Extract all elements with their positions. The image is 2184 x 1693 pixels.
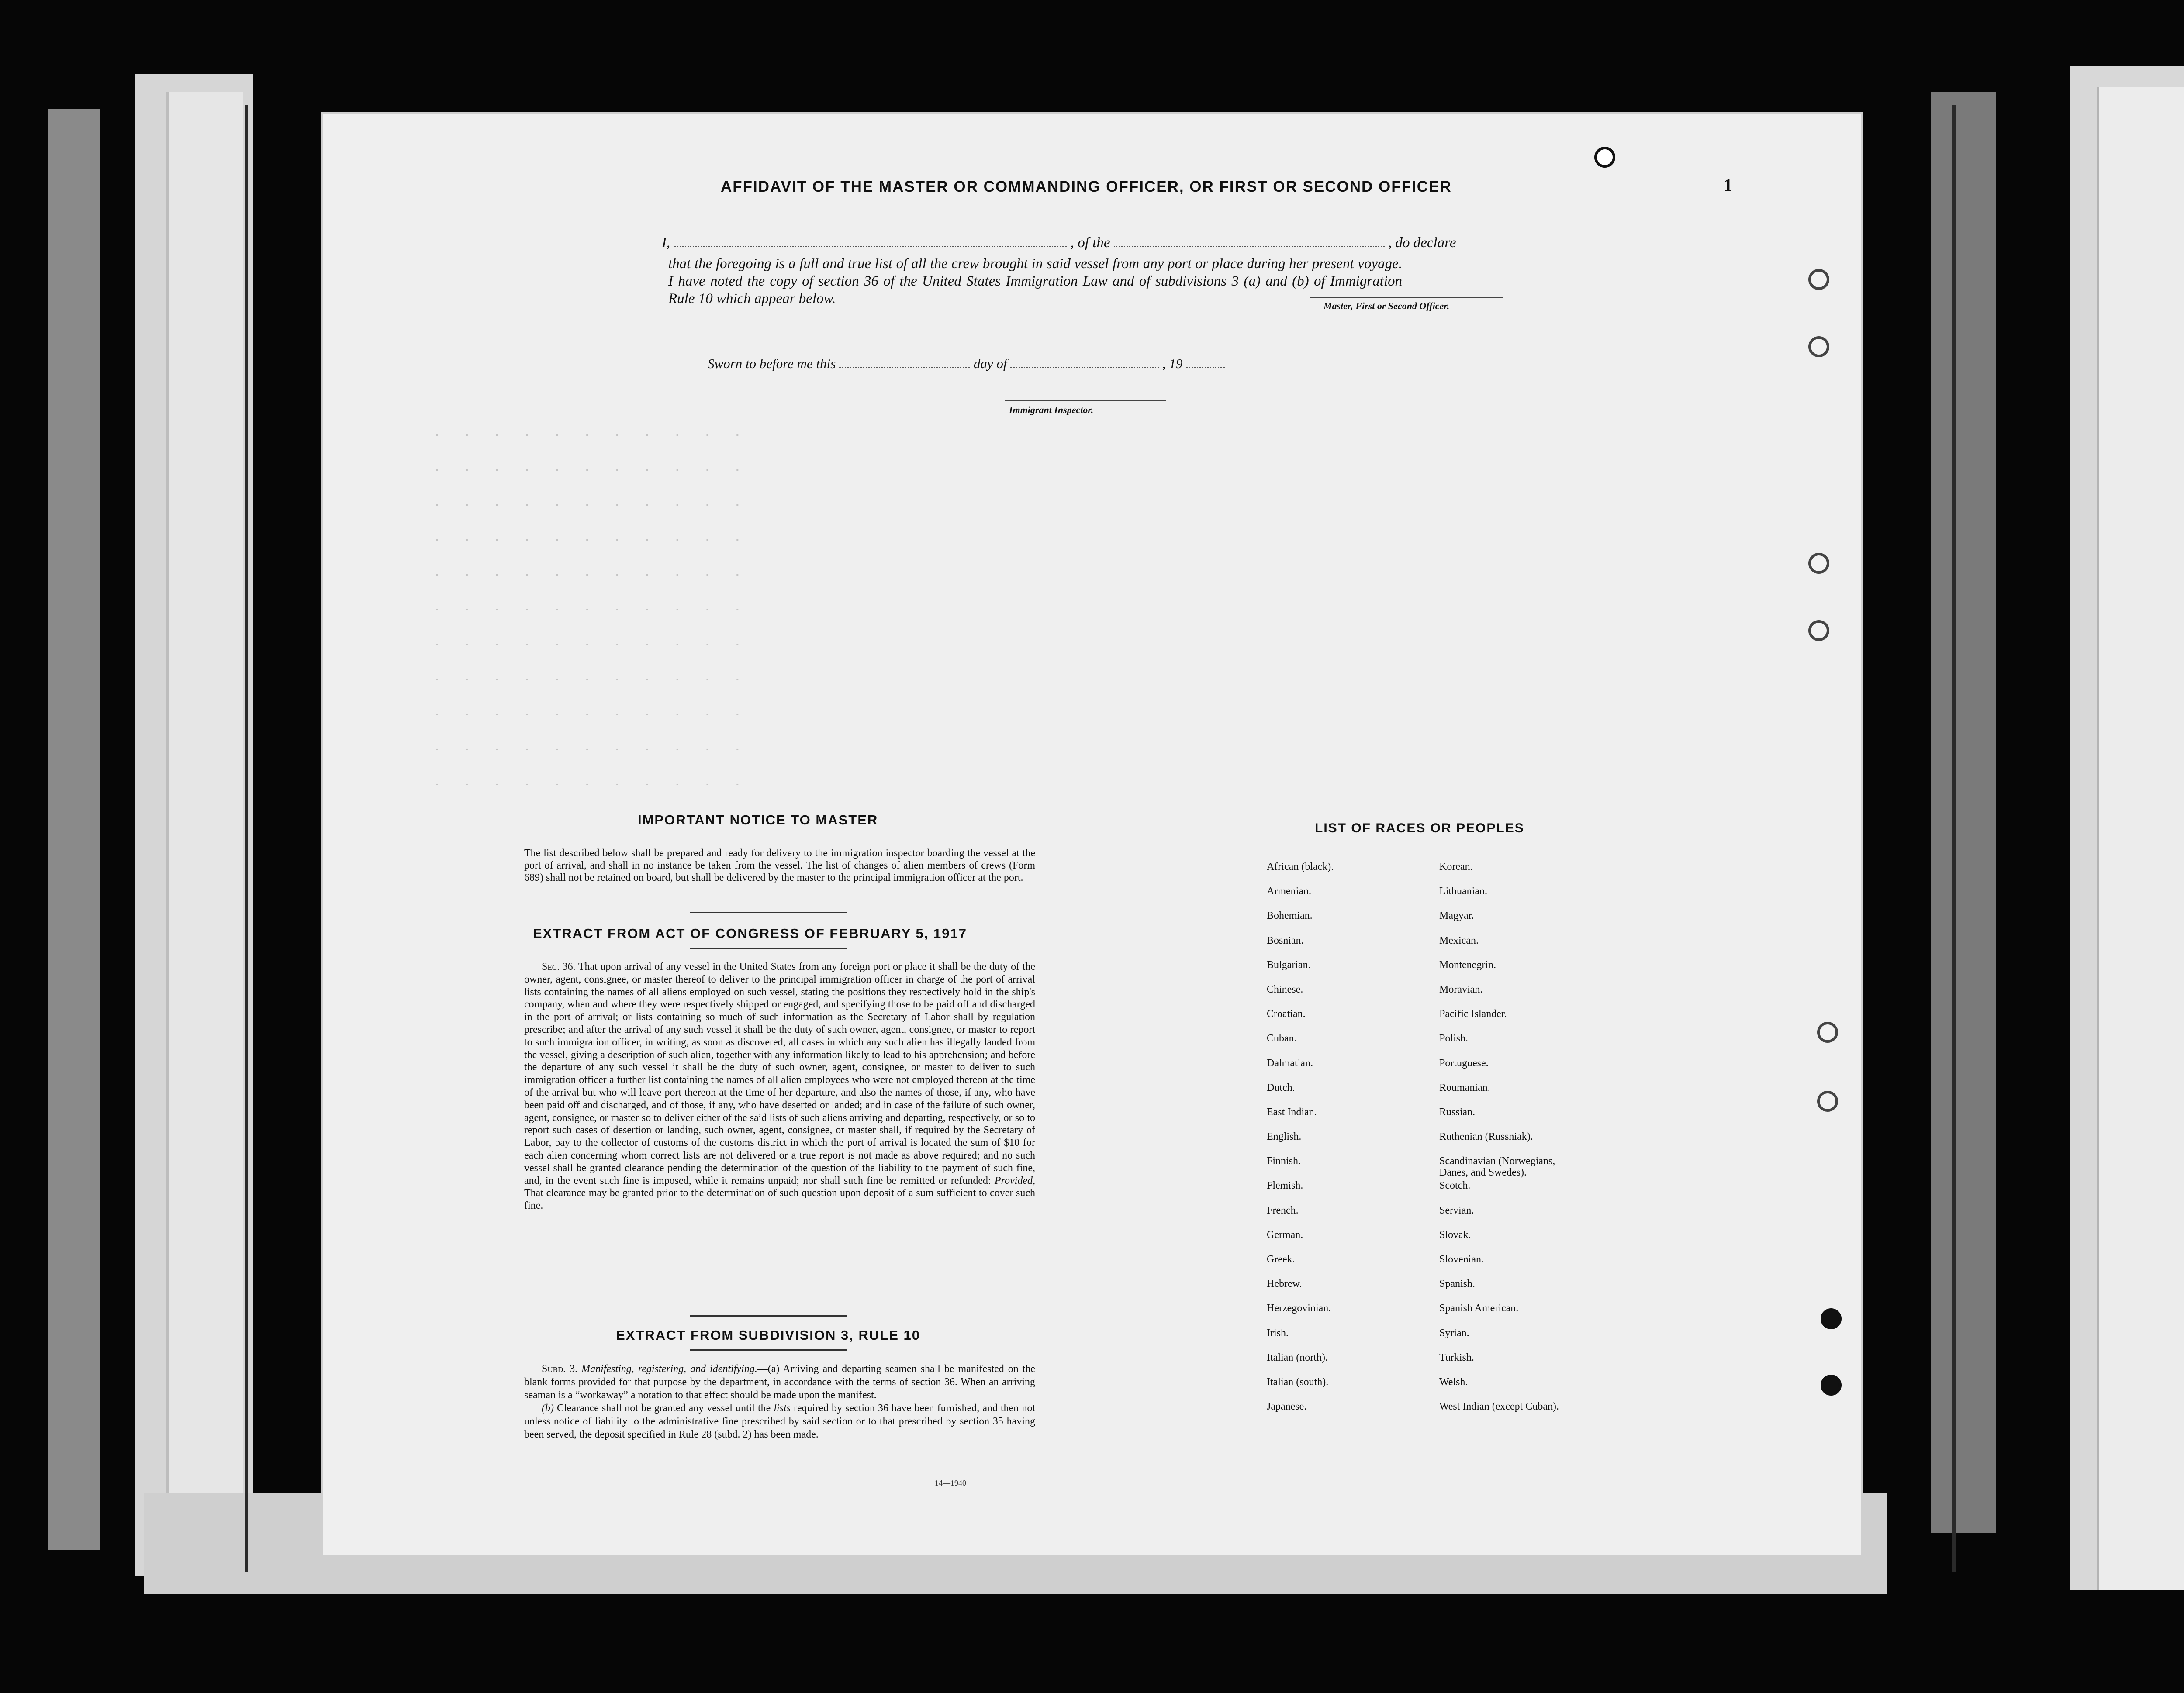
rule-paragraph-a xyxy=(524,1362,1035,1402)
left-page-edge xyxy=(166,92,243,1568)
sworn-day-of: day of xyxy=(973,356,1007,371)
race-item: Scandinavian (Norwegians, Danes, and Swedes). xyxy=(1439,1155,1555,1179)
race-item: Roumanian. xyxy=(1439,1082,1490,1093)
left-binding-line xyxy=(245,105,248,1572)
act-extract-body xyxy=(524,961,1035,1212)
race-item: Portuguese. xyxy=(1439,1057,1489,1069)
vessel-blank[interactable] xyxy=(1114,246,1385,247)
notice-title: IMPORTANT NOTICE TO MASTER xyxy=(638,812,878,828)
act-section-lead: Sec. 36. xyxy=(542,961,576,972)
punch-hole-icon xyxy=(1594,147,1615,168)
page-number: 1 xyxy=(1724,175,1732,195)
rule-extract-body xyxy=(524,1362,1035,1441)
punch-hole-icon xyxy=(1817,1022,1838,1043)
race-item: Slovak. xyxy=(1439,1229,1471,1241)
punch-hole-icon xyxy=(1808,620,1829,641)
race-item: Servian. xyxy=(1439,1204,1474,1216)
divider-rule xyxy=(690,912,847,913)
inspector-signature-label: Immigrant Inspector. xyxy=(1009,404,1094,415)
divider-rule xyxy=(690,1349,847,1351)
bleed-through-row xyxy=(432,672,1821,680)
race-item: Irish. xyxy=(1267,1327,1289,1339)
act-section-tail: That clearance may be granted prior to the determination of such question upon deposit of a sum sufficient to cover such fine. xyxy=(524,1187,1035,1212)
race-item: German. xyxy=(1267,1229,1303,1241)
affidavit-title: AFFIDAVIT OF THE MASTER OR COMMANDING OFFICER, OR FIRST OR SECOND OFFICER xyxy=(721,178,1452,195)
race-item: Lithuanian. xyxy=(1439,886,1487,897)
bleed-through-row xyxy=(432,463,1821,471)
race-item: Scotch. xyxy=(1439,1180,1471,1192)
race-item: Mexican. xyxy=(1439,934,1479,946)
inspector-signature-line[interactable] xyxy=(1005,400,1166,401)
race-item: Ruthenian (Russniak). xyxy=(1439,1131,1533,1143)
rule-subd-text: —(a) Arriving and departing seamen shall be manifested on the blank forms provided for that purpose by the department, in accordance with the terms of section 36. When an arriving seaman is a “workaway” a notation to that effect should be made upon the manifest. xyxy=(524,1363,1036,1401)
divider-rule xyxy=(690,1315,847,1317)
declaration-paragraph: that the foregoing is a full and true list of all the crew brought in said vessel from any port or place during her present voyage. I have noted the copy of section 36 of the United States Immigration Law and of subdivisions 3 (a) and (b) of Immigration Rule 10 which appear below. xyxy=(668,256,1402,307)
punch-hole-icon xyxy=(1821,1308,1842,1329)
race-item: Welsh. xyxy=(1439,1376,1468,1388)
races-column-1 xyxy=(1267,861,1433,1425)
master-signature-line[interactable] xyxy=(1310,297,1503,298)
name-blank[interactable] xyxy=(674,246,1067,247)
race-item: Cuban. xyxy=(1267,1033,1297,1045)
sworn-year-blank[interactable] xyxy=(1186,367,1225,368)
race-item: Herzegovinian. xyxy=(1267,1303,1331,1314)
master-signature-label: Master, First or Second Officer. xyxy=(1324,300,1450,311)
act-section-text: That upon arrival of any vessel in the United States from any foreign port or place it shall be the duty of the owner, agent, consignee, or master thereof to deliver to the principal immigration officer in charge of the port of arrival lists containing the names of all aliens employed on such vessel, stating the positions they respectively hold in the ship's company, when and where they were respectively shipped or engaged, and specifying those to be paid off and discharged in the port of arrival; or lists containing so much of such information as the Secretary of Labor shall by regulation prescribe; and after the arrival of any such vessel it shall be the duty of such owner, agent, consignee, or master to report to such immigration officer, in writing, as soon as discovered, all cases in which any such alien has illegally landed from the vessel, giving a description of such alien, together with any information likely to lead to his apprehension; and before the departure of any such vessel it shall be the duty of such owner, agent, consignee, or master to deliver to such immigration officer a further list containing the names of all alien employees who were not employed thereon at the time of the arrival but who will leave port thereon at the time of her departure, and also the names of those, if any, who have been paid off and discharged, and of those, if any, who have deserted or landed; and in case of the failure of such owner, agent, consignee, or master so to deliver either of the said lists of such aliens arriving and departing, respectively, or so to report such cases of desertion or landing, such owner, agent, consignee, or master shall, if required by the Secretary of Labor, pay to the collector of customs of the customs district in which the port of arrival is located the sum of $10 for each alien concerning whom correct lists are not delivered or a true report is not made as above required; and no such vessel shall be granted clearance pending the determination of the question of the liability to the payment of such fine, and, in the event such fine is imposed, while it remains unpaid; nor shall such fine be remitted or refunded: xyxy=(524,961,1035,1186)
race-item: Moravian. xyxy=(1439,983,1483,995)
punch-hole-icon xyxy=(1808,553,1829,574)
rule-b-lead: (b) xyxy=(542,1403,554,1414)
race-item: East Indian. xyxy=(1267,1106,1317,1118)
race-item: Hebrew. xyxy=(1267,1278,1302,1290)
race-item: Japanese. xyxy=(1267,1401,1307,1413)
declaration-declare-label: , do declare xyxy=(1388,235,1456,251)
races-column-2 xyxy=(1439,861,1605,1425)
bleed-through-row xyxy=(432,707,1821,715)
sworn-day-blank[interactable] xyxy=(839,367,970,368)
form-code: 14—1940 xyxy=(935,1479,966,1487)
sworn-month-blank[interactable] xyxy=(1010,367,1159,368)
bleed-through-row xyxy=(432,742,1821,750)
race-item: Korean. xyxy=(1439,861,1473,872)
race-item: Bulgarian. xyxy=(1267,959,1311,971)
race-item: Polish. xyxy=(1439,1033,1469,1045)
race-item: Syrian. xyxy=(1439,1327,1469,1339)
bleed-through-row xyxy=(432,777,1821,785)
bleed-through-row xyxy=(432,568,1821,576)
punch-hole-icon xyxy=(1817,1091,1838,1112)
race-item: Finnish. xyxy=(1267,1155,1301,1167)
race-item: Dutch. xyxy=(1267,1082,1295,1093)
race-item: African (black). xyxy=(1267,861,1334,872)
race-item: Italian (north). xyxy=(1267,1352,1328,1363)
race-item: Bohemian. xyxy=(1267,910,1313,922)
act-provided-word: Provided, xyxy=(994,1175,1035,1186)
race-item: Chinese. xyxy=(1267,983,1303,995)
race-item: Bosnian. xyxy=(1267,934,1304,946)
left-back-page xyxy=(48,109,100,1550)
race-item: Turkish. xyxy=(1439,1352,1474,1363)
declaration-of-the-label: , of the xyxy=(1070,235,1110,251)
race-item: Magyar. xyxy=(1439,910,1474,922)
rule-b-text-1: Clearance shall not be granted any vessel until the xyxy=(557,1403,771,1414)
race-item: West Indian (except Cuban). xyxy=(1439,1401,1559,1413)
rule-b-text-2: required by section 36 have been furnished, and then not unless notice of liability to the administrative fine prescribed by said section or to that prescribed by section 35 having been served, the deposit specified in Rule 28 (subd. 2) has been made. xyxy=(524,1403,1035,1440)
punch-hole-icon xyxy=(1821,1375,1842,1396)
race-item: Flemish. xyxy=(1267,1180,1303,1192)
divider-rule xyxy=(690,948,847,949)
race-item: Greek. xyxy=(1267,1254,1295,1265)
race-item: Croatian. xyxy=(1267,1008,1306,1020)
races-title: LIST OF RACES OR PEOPLES xyxy=(1315,821,1524,835)
bleed-through-row xyxy=(432,428,1821,436)
race-item: Montenegrin. xyxy=(1439,959,1496,971)
rule-b-lists: lists xyxy=(774,1403,791,1414)
bleed-through-row xyxy=(432,498,1821,506)
rule-subd-lead: Subd. 3. xyxy=(542,1363,578,1375)
act-extract-title: EXTRACT FROM ACT OF CONGRESS OF FEBRUARY 5, 1917 xyxy=(533,926,967,941)
notice-body: The list described below shall be prepared and ready for delivery to the immigration inspector boarding the vessel at the port of arrival, and shall in no instance be taken from the vessel. The list of changes of alien members of crews (Form 689) shall not be retained on board, but shall be delivered by the master to the principal immigration officer at the port. xyxy=(524,848,1035,883)
rule-extract-title: EXTRACT FROM SUBDIVISION 3, RULE 10 xyxy=(616,1328,920,1343)
sworn-line xyxy=(708,356,1225,372)
sworn-prefix: Sworn to before me this xyxy=(708,356,836,371)
race-item: Spanish American. xyxy=(1439,1303,1519,1314)
race-item: English. xyxy=(1267,1131,1302,1143)
right-binding-line xyxy=(1952,105,1956,1572)
sworn-year: , 19 xyxy=(1162,356,1183,371)
race-item: Armenian. xyxy=(1267,886,1311,897)
race-item: Italian (south). xyxy=(1267,1376,1329,1388)
race-item: Spanish. xyxy=(1439,1278,1476,1290)
manifest-sheet xyxy=(323,114,1861,1555)
rule-subd-heading: Manifesting, registering, and identifying. xyxy=(581,1363,757,1375)
race-item: French. xyxy=(1267,1204,1299,1216)
bleed-through-row xyxy=(432,603,1821,610)
bleed-through-row xyxy=(432,533,1821,541)
punch-hole-icon xyxy=(1808,269,1829,290)
declaration-i-label: I, xyxy=(662,235,670,251)
rule-paragraph-b xyxy=(524,1402,1035,1441)
race-item: Dalmatian. xyxy=(1267,1057,1313,1069)
bleed-through-row xyxy=(432,638,1821,645)
right-back-page xyxy=(1931,92,1996,1533)
right-page-edge xyxy=(2097,87,2184,1590)
race-item: Russian. xyxy=(1439,1106,1476,1118)
declaration-line xyxy=(662,235,1456,251)
race-item: Slovenian. xyxy=(1439,1254,1484,1265)
race-item: Pacific Islander. xyxy=(1439,1008,1507,1020)
punch-hole-icon xyxy=(1808,336,1829,357)
